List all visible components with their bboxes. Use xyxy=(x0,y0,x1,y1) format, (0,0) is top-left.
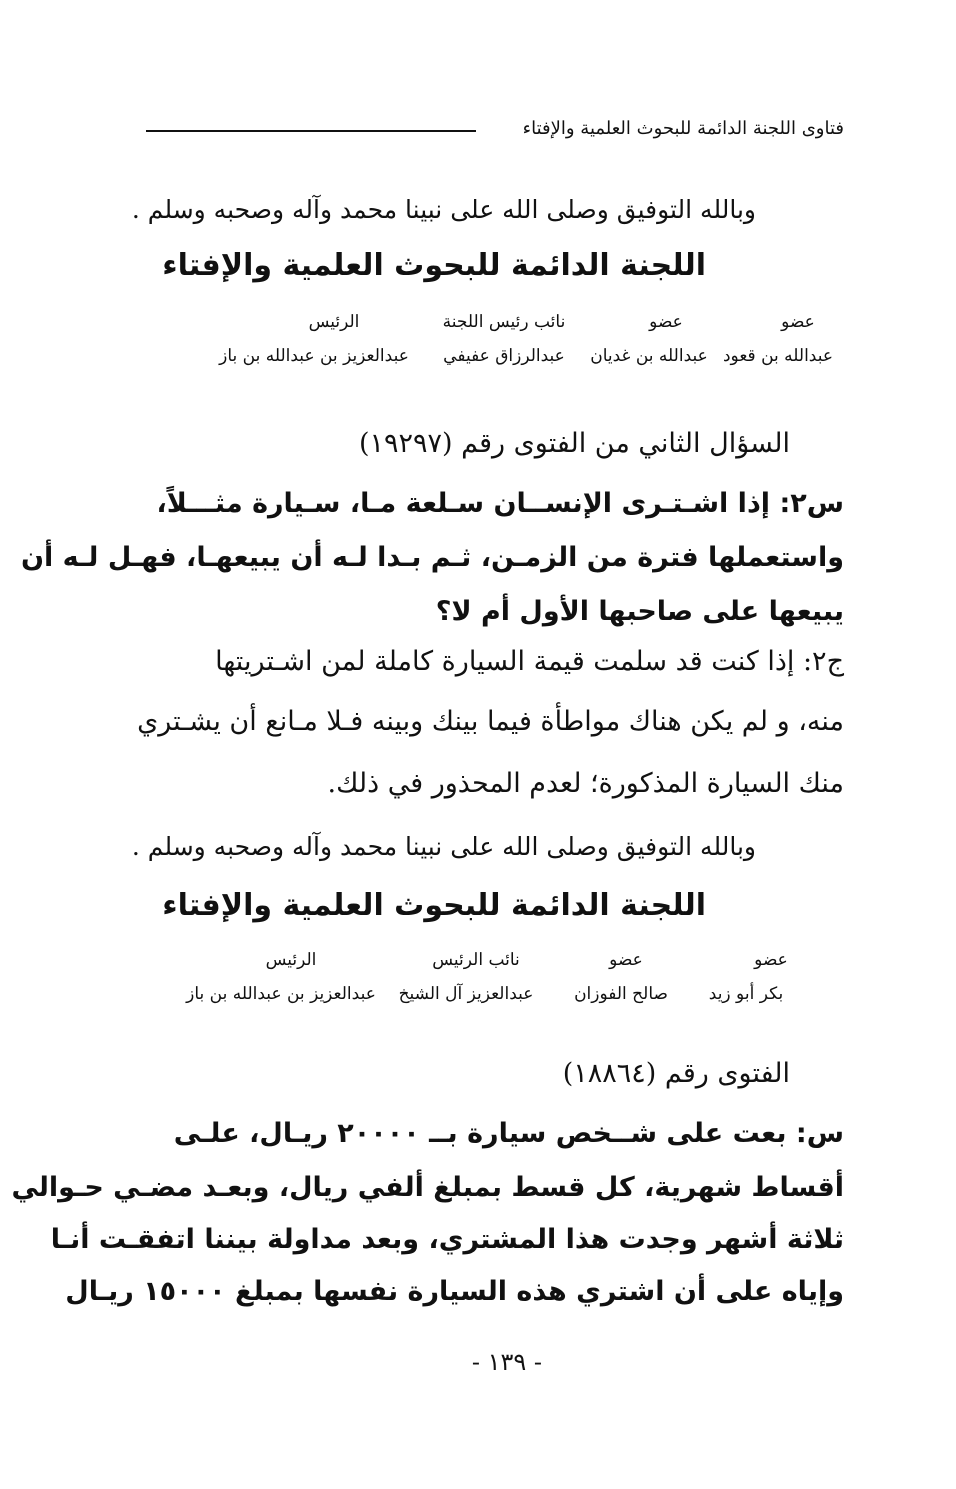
answer-line: منه، و لم يكن هناك مواطأة فيما بينك وبينه فـلا مـانع أن يشـتري xyxy=(137,706,844,737)
question-line: س٢: إذا اشـتـرى الإنســان سـلعة مـا، سـيارة مثـــلاً، xyxy=(156,488,844,519)
fatwa-heading-2: الفتوى رقم (١٨٨٦٤) xyxy=(562,1058,790,1089)
question-line: وإياه على أن اشتري هذه السيارة نفسها بمبلغ ١٥٠٠٠ ريـال xyxy=(65,1276,844,1307)
signatory-role: عضو xyxy=(781,312,815,332)
signatory-name: عبدالعزيز آل الشيخ xyxy=(398,984,534,1004)
question-line: يبيعها على صاحبها الأول أم لا؟ xyxy=(435,596,844,627)
signatory-role: عضو xyxy=(649,312,683,332)
signatory xyxy=(714,312,842,366)
signatory-name: عبدالله بن قعود xyxy=(722,346,833,366)
header-rule xyxy=(146,130,476,132)
signatory-name: عبدالله بن غديان xyxy=(590,346,708,366)
answer-line: منك السيارة المذكورة؛ لعدم المحذور في ذلك. xyxy=(327,768,844,799)
question-line: واستعملها فترة من الزمـن، ثـم بـدا لـه أن يبيعهـا، فهـل لـه أن xyxy=(20,542,844,573)
signatory-name: بكر أبو زيد xyxy=(708,984,784,1004)
signatory-role: نائب الرئيس xyxy=(432,950,520,970)
page-number: - ١٣٩ - xyxy=(471,1348,542,1376)
closing-line-2: وبالله التوفيق وصلى الله على نبينا محمد وآله وصحبه وسلم . xyxy=(131,832,756,861)
running-header-title: فتاوى اللجنة الدائمة للبحوث العلمية والإفتاء xyxy=(522,118,844,139)
signatory-role: الرئيس xyxy=(308,312,360,332)
signatory-role: نائب رئيس اللجنة xyxy=(442,312,566,332)
fatwa-heading-1: السؤال الثاني من الفتوى رقم (١٩٢٩٧) xyxy=(358,428,790,459)
signatory-role: الرئيس xyxy=(265,950,317,970)
closing-line-1: وبالله التوفيق وصلى الله على نبينا محمد وآله وصحبه وسلم . xyxy=(131,195,756,224)
committee-name-1: اللجنة الدائمة للبحوث العلمية والإفتاء xyxy=(162,248,706,283)
question-line: ثلاثة أشهر وجدت هذا المشتري، وبعد مداولة بيننا اتفقـت أنـا xyxy=(50,1224,844,1255)
signatory xyxy=(556,950,686,1004)
signatory-role: عضو xyxy=(754,950,788,970)
signatory xyxy=(186,950,376,1004)
signatory-name: عبدالعزيز بن عبدالله بن باز xyxy=(219,346,409,366)
signatories-2 xyxy=(186,950,806,1004)
signatory xyxy=(204,312,424,366)
question-line: س: بعت على شــخص سيارة بــ ٢٠٠٠٠ ريـال، علـى xyxy=(173,1118,844,1149)
signatory xyxy=(686,950,806,1004)
signatory-role: عضو xyxy=(609,950,643,970)
signatories-1 xyxy=(204,312,842,366)
signatory-name: صالح الفوزان xyxy=(574,984,668,1004)
signatory xyxy=(584,312,714,366)
question-line: أقساط شهرية، كل قسط بمبلغ ألفي ريال، وبعـد مضـي حـوالي xyxy=(11,1172,844,1203)
signatory xyxy=(424,312,584,366)
signatory-name: عبدالرزاق عفيفي xyxy=(443,346,565,366)
answer-line: ج٢: إذا كنت قد سلمت قيمة السيارة كاملة لمن اشـتريتها xyxy=(215,646,844,677)
signatory xyxy=(376,950,556,1004)
signatory-name: عبدالعزيز بن عبدالله بن باز xyxy=(186,984,376,1004)
committee-name-2: اللجنة الدائمة للبحوث العلمية والإفتاء xyxy=(162,888,706,923)
